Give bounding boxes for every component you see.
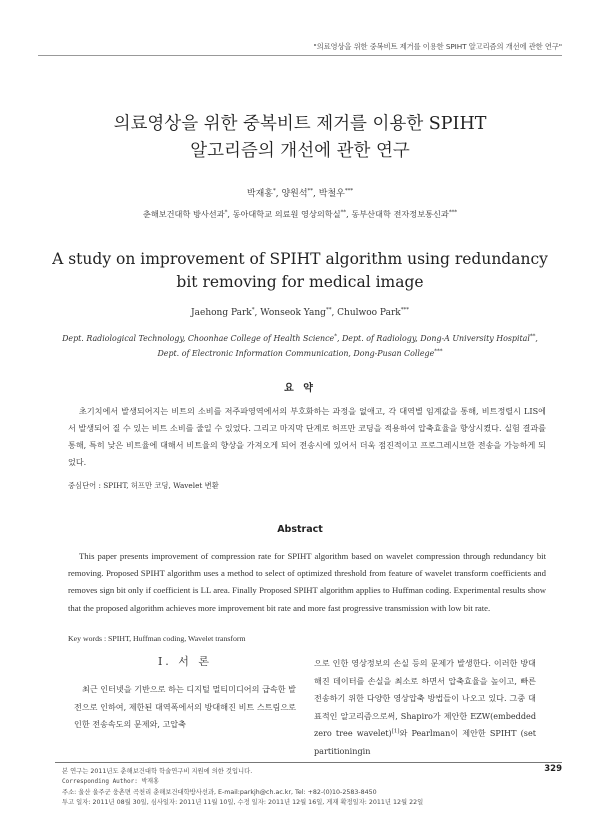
affiliation-en-1: Dept. Radiological Technology, Choonhae College of Health Science <box>62 334 335 343</box>
affiliation-ko-mark: *** <box>448 209 458 216</box>
korean-title-line-2: 알고리즘의 개선에 관한 연구 <box>190 141 410 161</box>
footnote <box>62 767 542 808</box>
footnote-funding: 본 연구는 2011년도 춘해보건대학 학술연구비 지원에 의한 것입니다. <box>62 768 253 775</box>
section-1-left-paragraph: 최근 인터넷을 기반으로 하는 디지털 멀티미디어의 급속한 발전으로 인하여, 제한된 대역폭에서의 방대해진 비트 스트림으로 인한 전송속도의 문제와, 고압축 <box>74 684 296 729</box>
korean-abstract-heading: 요 약 <box>284 383 316 394</box>
footnote-dates: 투고 일자: 2011년 08월 30일, 심사일자: 2011년 11월 10일, 수정 일자: 2011년 12월 16일, 게재 확정일자: 2011년 12월 22일 <box>62 798 424 806</box>
right-column <box>314 655 536 760</box>
affiliation-ko-mark: * <box>224 209 228 216</box>
affiliation-en-mark: *** <box>434 347 443 354</box>
header-rule <box>38 55 562 56</box>
abstract-body: This paper presents improvement of compression rate for SPIHT algorithm based on wavelet compression through redundancy bit removing. Proposed SPIHT algorithm uses a method to select of optimized threshold from feature of wavelet transform coefficients and removes sign bit only if coefficient is LL area. Finally Proposed SPIHT algorithm applies to Huffman coding. Experimental results show that the proposed algorithm achieves more improvement bit rate and more fast progressive transmission with low bit rate. <box>68 551 546 613</box>
author-ko-mark: *** <box>344 188 354 194</box>
left-column <box>74 653 296 734</box>
english-title-line-1: A study on improvement of SPIHT algorithm using redundancy <box>52 250 548 268</box>
affiliation-ko: 동부산대학 전자정보통신과 <box>351 209 449 219</box>
english-title-line-2: bit removing for medical image <box>176 272 424 291</box>
affiliation-en-2: , Dept. of Radiology, Dong-A University Hospital <box>336 334 530 343</box>
affiliation-en-3: Dept. of Electronic Information Communication, Dong-Pusan College <box>157 348 435 358</box>
author-en-mark: ** <box>325 307 332 313</box>
citation-ref: [1] <box>391 728 400 735</box>
english-affiliation-line-1: Dept. Radiological Technology, Choonhae College of Health Science*, Dept. of Radiology, Dong-A University Hospital**, <box>62 333 538 343</box>
section-1-left-text <box>74 681 296 734</box>
abstract-heading: Abstract <box>277 524 323 535</box>
korean-title-line-1: 의료영상을 위한 중복비트 제거를 이용한 SPIHT <box>113 114 487 134</box>
author-en: Chulwoo Park <box>337 308 401 318</box>
page-number: 329 <box>544 764 562 774</box>
footnote-address: 주소: 울산 울주군 웅촌면 곡천리 춘해보건대학방사선과, E-mail:parkjh@ch.ac.kr, Tel: +82-(0)10-2583-8450 <box>62 788 377 796</box>
korean-authors: 박재홍*, 양원석**, 박철우*** <box>246 188 354 199</box>
section-1-right-part-a: 으로 인한 영상정보의 손실 등의 문제가 발생한다. 이러한 방대해진 데이터를 손실을 최소로 하면서 압축효율을 높이고, 빠른 전송하기 위한 다양한 영상압축 방법들이 나오고 있다. 그중 대표적인 알고리즘으로써, Shapiro가 제안한 EZW(embedded zero tree wavelet) <box>314 658 536 738</box>
english-title <box>0 248 600 293</box>
english-affiliation-line-2 <box>0 347 600 362</box>
footnote-corresponding-author: Corresponding Author: 박재홍 <box>62 778 159 786</box>
footer-rule <box>55 762 562 763</box>
author-en-mark: *** <box>400 307 409 313</box>
running-head: "의료영상을 위한 중복비트 제거를 이용한 SPIHT 알고리즘의 개선에 관한 연구" <box>313 42 562 51</box>
section-1-heading: Ⅰ. 서 론 <box>157 655 213 668</box>
affiliation-ko: 동아대학교 의료원 영상의학실 <box>232 209 341 219</box>
english-authors: Jaehong Park*, Wonseok Yang**, Chulwoo Park*** <box>191 307 409 318</box>
english-affiliations <box>0 332 600 361</box>
author-ko: 박재홍 <box>246 189 273 199</box>
korean-affiliations: 춘해보건대학 방사선과*, 동아대학교 의료원 영상의학실**, 동부산대학 전자정보통신과*** <box>142 209 458 219</box>
english-keywords: Key words : SPIHT, Huffman coding, Wavelet transform <box>68 634 246 643</box>
affiliation-ko-mark: ** <box>340 209 347 216</box>
affiliation-en-mark: * <box>334 333 337 340</box>
korean-title <box>0 111 600 165</box>
affiliation-en-mark: ** <box>529 333 536 340</box>
author-ko: 양원석 <box>281 189 308 199</box>
section-1-right-text <box>314 655 536 760</box>
author-en: Jaehong Park <box>191 308 252 318</box>
korean-abstract-body: 초기치에서 발생되어지는 비트의 소비를 저주파영역에서의 부호화하는 과정을 없애고, 각 대역별 임계값을 통해, 비트정렬시 LIS에서 발생되어 질 수 있는 비트 소비를 줄일 수 있었다. 그리고 마지막 단계로 허프만 코딩을 적용하여 압축효율을 향상시켰다. 실험 결과를 통해, 특히 낮은 비트율에 대해서 비트율의 향상을 가져오게 되어 전송시에 있어서 더욱 점진적이고 프로그레시브한 전송을 가능하게 되었다. <box>68 406 546 467</box>
author-en-mark: * <box>251 307 255 313</box>
author-ko-mark: * <box>272 188 276 194</box>
korean-keywords: 중심단어 : SPIHT, 허프만 코딩, Wavelet 변환 <box>68 481 219 490</box>
author-en: Wonseok Yang <box>260 308 326 318</box>
affiliation-ko: 춘해보건대학 방사선과 <box>142 209 225 219</box>
author-ko: 박철우 <box>318 189 345 199</box>
author-ko-mark: ** <box>307 188 314 194</box>
section-1-right-part-b: 와 Pearlman이 제안한 SPIHT (set partitioningin <box>314 728 536 756</box>
